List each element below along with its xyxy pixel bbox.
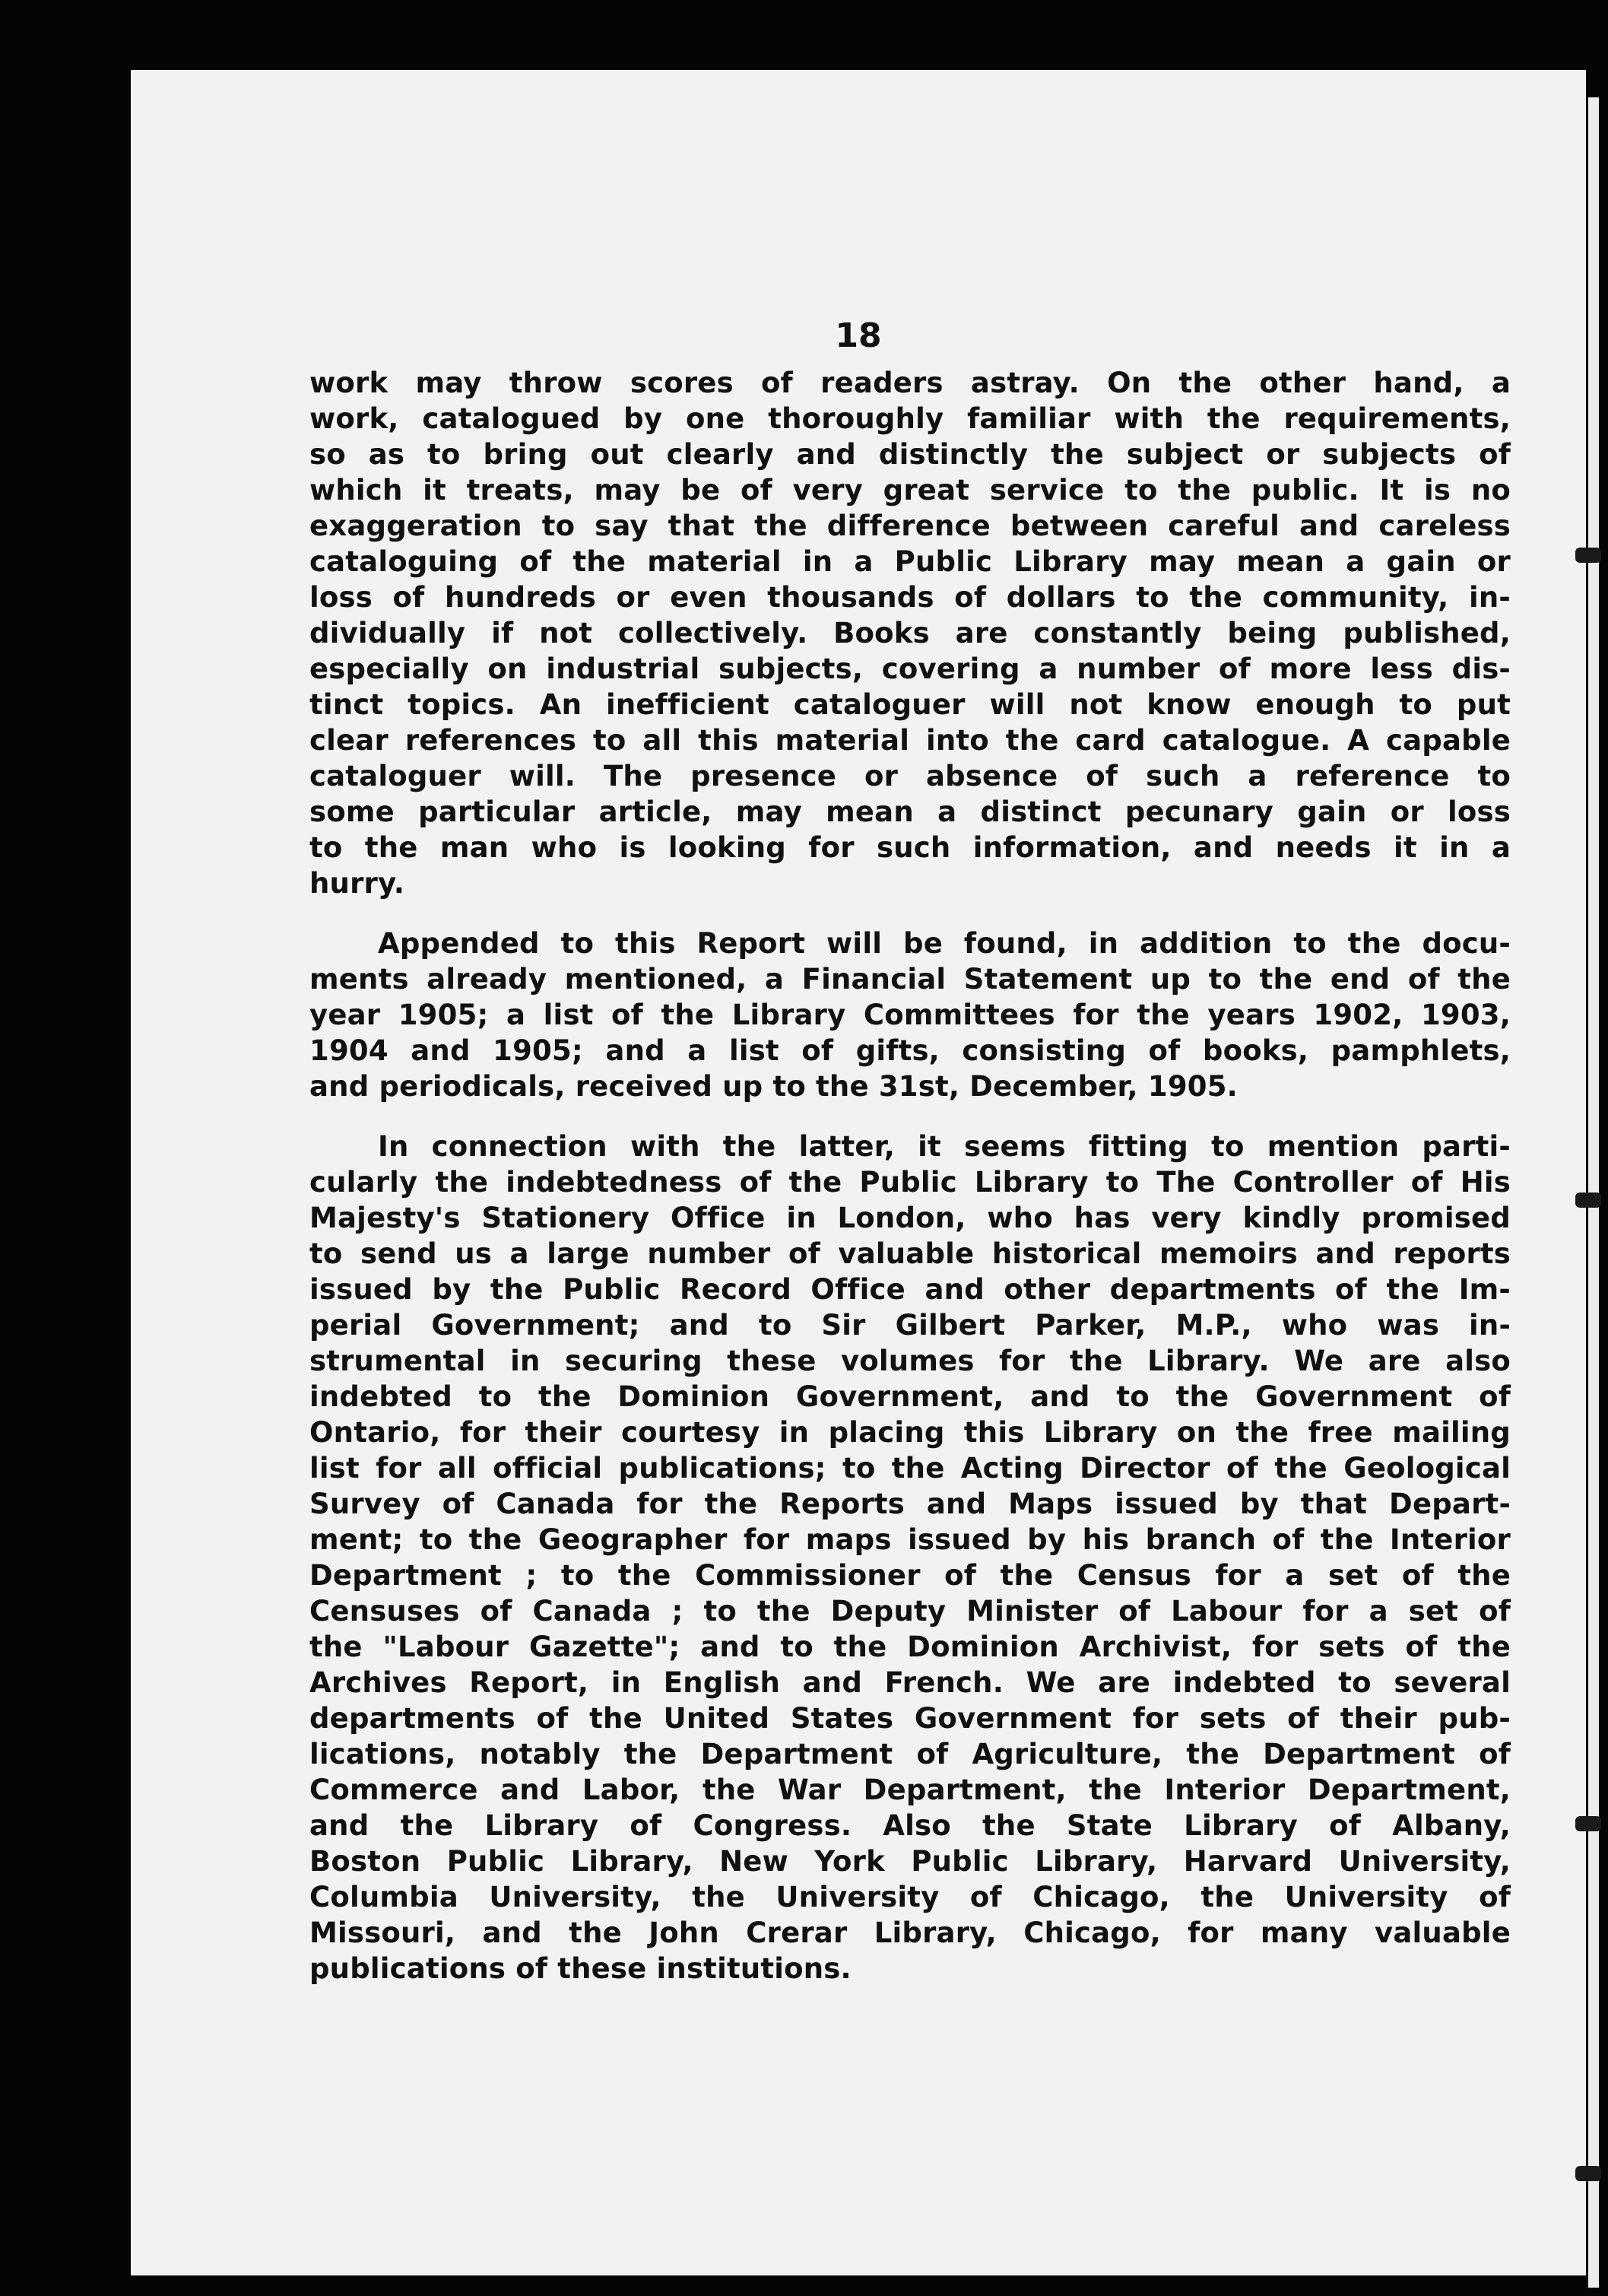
- body-text: [309, 365, 1511, 1986]
- text-line: especially on industrial subjects, covering a number of more less dis-: [309, 653, 1511, 685]
- text-line: Censuses of Canada ; to the Deputy Minister of Labour for a set of: [309, 1595, 1511, 1628]
- text-line: ments already mentioned, a Financial Statement up to the end of the: [309, 963, 1511, 996]
- binding-mark: [1575, 2166, 1601, 2181]
- text-line: and periodicals, received up to the 31st, December, 1905.: [309, 1070, 1238, 1103]
- text-line: issued by the Public Record Office and other departments of the Im-: [309, 1273, 1511, 1306]
- text-line: Columbia University, the University of Chicago, the University of: [309, 1881, 1511, 1913]
- page-number: 18: [835, 316, 882, 355]
- text-line: Appended to this Report will be found, in addition to the docu-: [378, 927, 1511, 960]
- text-line: the "Labour Gazette"; and to the Dominion Archivist, for sets of the: [309, 1631, 1511, 1663]
- text-line: to send us a large number of valuable historical memoirs and reports: [309, 1237, 1511, 1270]
- text-line: strumental in securing these volumes for the Library. We are also: [309, 1345, 1511, 1377]
- text-line: to the man who is looking for such information, and needs it in a: [309, 831, 1511, 864]
- text-line: dividually if not collectively. Books are constantly being published,: [309, 617, 1511, 649]
- text-line: perial Government; and to Sir Gilbert Parker, M.P., who was in-: [309, 1309, 1511, 1342]
- text-line: Department ; to the Commissioner of the Census for a set of the: [309, 1559, 1511, 1592]
- text-line: cularly the indebtedness of the Public Library to The Controller of His: [309, 1166, 1511, 1199]
- text-line: hurry.: [309, 867, 405, 900]
- text-line: departments of the United States Government for sets of their pub-: [309, 1702, 1511, 1735]
- binding-mark: [1575, 548, 1601, 563]
- paragraph: [309, 1129, 1511, 1986]
- text-line: Archives Report, in English and French. We are indebted to several: [309, 1666, 1511, 1699]
- text-line: so as to bring out clearly and distinctly the subject or subjects of: [309, 438, 1511, 471]
- text-line: tinct topics. An inefficient cataloguer will not know enough to put: [309, 688, 1511, 721]
- text-line: indebted to the Dominion Government, and to the Government of: [309, 1380, 1511, 1413]
- text-line: ment; to the Geographer for maps issued by his branch of the Interior: [309, 1523, 1511, 1556]
- paragraph: [309, 365, 1511, 901]
- text-line: cataloguer will. The presence or absence of such a reference to: [309, 760, 1511, 792]
- text-line: loss of hundreds or even thousands of dollars to the community, in-: [309, 581, 1511, 614]
- text-line: exaggeration to say that the difference between careful and careless: [309, 510, 1511, 542]
- binding-mark: [1575, 1816, 1601, 1831]
- text-line: Missouri, and the John Crerar Library, Chicago, for many valuable: [309, 1917, 1511, 1949]
- text-line: which it treats, may be of very great service to the public. It is no: [309, 474, 1511, 507]
- binding-mark: [1575, 1192, 1601, 1208]
- text-line: Ontario, for their courtesy in placing this Library on the free mailing: [309, 1416, 1511, 1449]
- text-line: publications of these institutions.: [309, 1952, 852, 1985]
- text-line: work may throw scores of readers astray. On the other hand, a: [309, 367, 1511, 399]
- document-page: [131, 70, 1586, 2275]
- text-line: work, catalogued by one thoroughly familiar with the requirements,: [309, 402, 1511, 435]
- text-line: Majesty's Stationery Office in London, who has very kindly promised: [309, 1202, 1511, 1234]
- text-line: list for all official publications; to the Acting Director of the Geological: [309, 1452, 1511, 1485]
- text-line: and the Library of Congress. Also the State Library of Albany,: [309, 1809, 1511, 1842]
- text-line: some particular article, may mean a distinct pecunary gain or loss: [309, 796, 1511, 828]
- text-line: cataloguing of the material in a Public Library may mean a gain or: [309, 545, 1511, 578]
- paragraph: [309, 926, 1511, 1104]
- text-line: In connection with the latter, it seems fitting to mention parti-: [378, 1130, 1511, 1163]
- text-line: clear references to all this material into the card catalogue. A capable: [309, 724, 1511, 757]
- text-line: year 1905; a list of the Library Committees for the years 1902, 1903,: [309, 999, 1511, 1031]
- text-line: Commerce and Labor, the War Department, the Interior Department,: [309, 1774, 1511, 1806]
- text-line: Boston Public Library, New York Public Library, Harvard University,: [309, 1845, 1511, 1878]
- text-line: lications, notably the Department of Agriculture, the Department of: [309, 1738, 1511, 1770]
- text-line: Survey of Canada for the Reports and Maps issued by that Depart-: [309, 1488, 1511, 1520]
- text-line: 1904 and 1905; and a list of gifts, consisting of books, pamphlets,: [309, 1034, 1511, 1067]
